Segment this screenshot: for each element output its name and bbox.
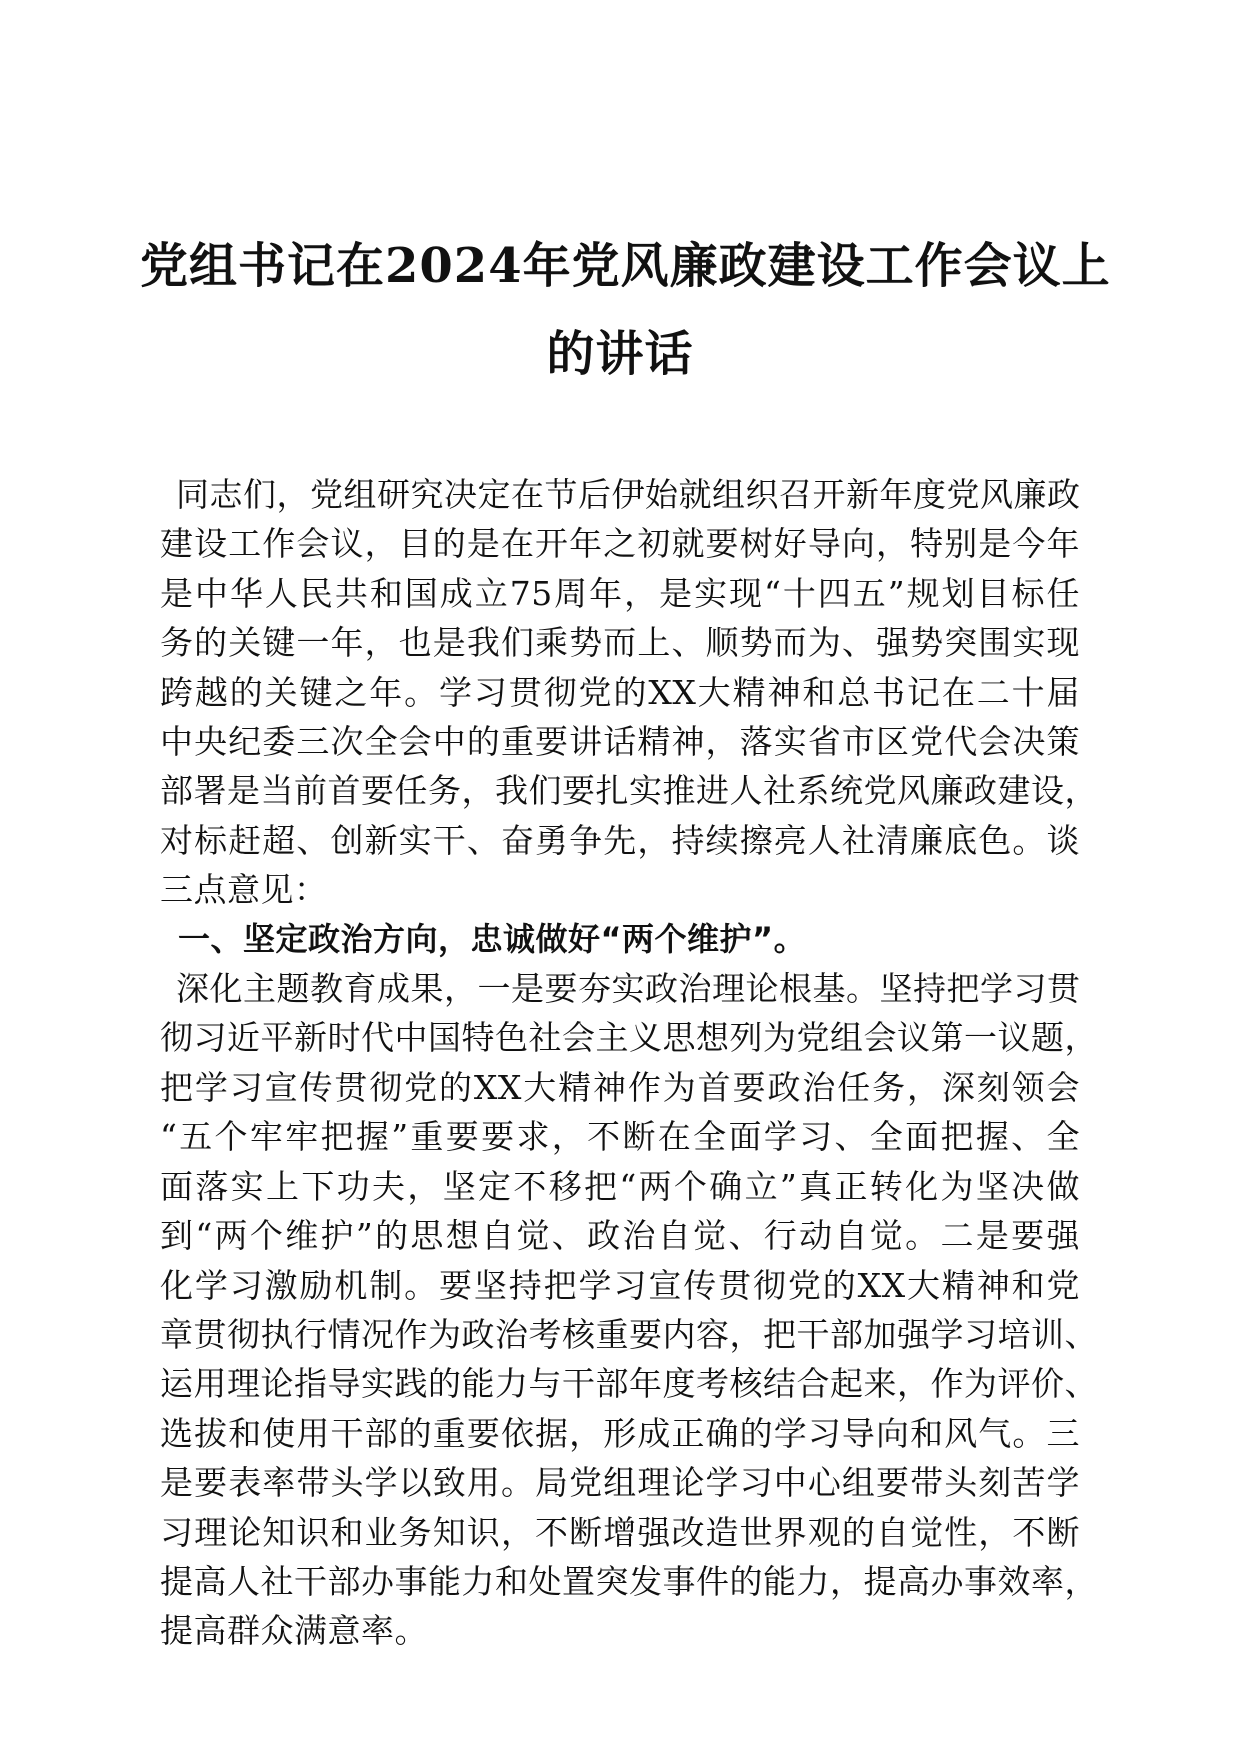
paragraph-line: 同志们，党组研究决定在节后伊始就组织召开新年度党风廉政: [176, 475, 1081, 514]
paragraph-line: 面落实上下功夫，坚定不移把“两个确立”真正转化为坚决做: [160, 1166, 1080, 1206]
paragraph-line: 把学习宣传贯彻党的XX大精神作为首要政治任务，深刻领会: [160, 1067, 1080, 1107]
paragraph-line: 三点意见：: [160, 870, 328, 910]
paragraph-line: 习理论知识和业务知识，不断增强改造世界观的自觉性，不断: [160, 1512, 1080, 1552]
paragraph-line: 对标赶超、创新实干、奋勇争先，持续擦亮人社清廉底色。谈: [160, 820, 1080, 860]
paragraph-line: 深化主题教育成果，一是要夯实政治理论根基。坚持把学习贯: [176, 969, 1081, 1009]
paragraph-line: “五个牢牢把握”重要要求，不断在全面学习、全面把握、全: [160, 1117, 1080, 1157]
paragraph-line: 化学习激励机制。要坚持把学习宣传贯彻党的XX大精神和党: [160, 1265, 1080, 1305]
opening-paragraph: [160, 470, 1098, 915]
paragraph-line: 提高人社干部办事能力和处置突发事件的能力，提高办事效率，: [160, 1561, 1098, 1601]
paragraph-line: 提高群众满意率。: [160, 1611, 428, 1651]
paragraph-line: 选拔和使用干部的重要依据，形成正确的学习导向和风气。三: [160, 1413, 1080, 1453]
title-line-2: 的讲话: [546, 326, 694, 382]
paragraph-line: 彻习近平新时代中国特色社会主义思想列为党组会议第一议题，: [160, 1018, 1098, 1058]
paragraph-line: 章贯彻执行情况作为政治考核重要内容，把干部加强学习培训、: [160, 1314, 1098, 1354]
paragraph-line: 建设工作会议，目的是在开年之初就要树好导向，特别是今年: [160, 524, 1080, 564]
paragraph-line: 务的关键一年，也是我们乘势而上、顺势而为、强势突围实现: [160, 623, 1080, 663]
document-title: [140, 222, 1111, 398]
paragraph-line: 到“两个维护”的思想自觉、政治自觉、行动自觉。二是要强: [160, 1216, 1080, 1256]
section-heading: 一、坚定政治方向，忠诚做好“两个维护”。: [178, 919, 807, 958]
paragraph-line: 是要表率带头学以致用。局党组理论学习中心组要带头刻苦学: [160, 1463, 1080, 1503]
section-paragraph: [160, 964, 1098, 1656]
title-line-1: 党组书记在2024年党风廉政建设工作会议上: [140, 238, 1111, 294]
paragraph-line: 部署是当前首要任务，我们要扎实推进人社系统党风廉政建设，: [160, 771, 1098, 811]
paragraph-line: 是中华人民共和国成立75周年，是实现“十四五”规划目标任: [160, 573, 1080, 613]
paragraph-line: 跨越的关键之年。学习贯彻党的XX大精神和总书记在二十届: [160, 672, 1080, 712]
document-body: [160, 470, 1098, 1656]
paragraph-line: 中央纪委三次全会中的重要讲话精神，落实省市区党代会决策: [160, 722, 1080, 762]
paragraph-line: 运用理论指导实践的能力与干部年度考核结合起来，作为评价、: [160, 1364, 1098, 1404]
